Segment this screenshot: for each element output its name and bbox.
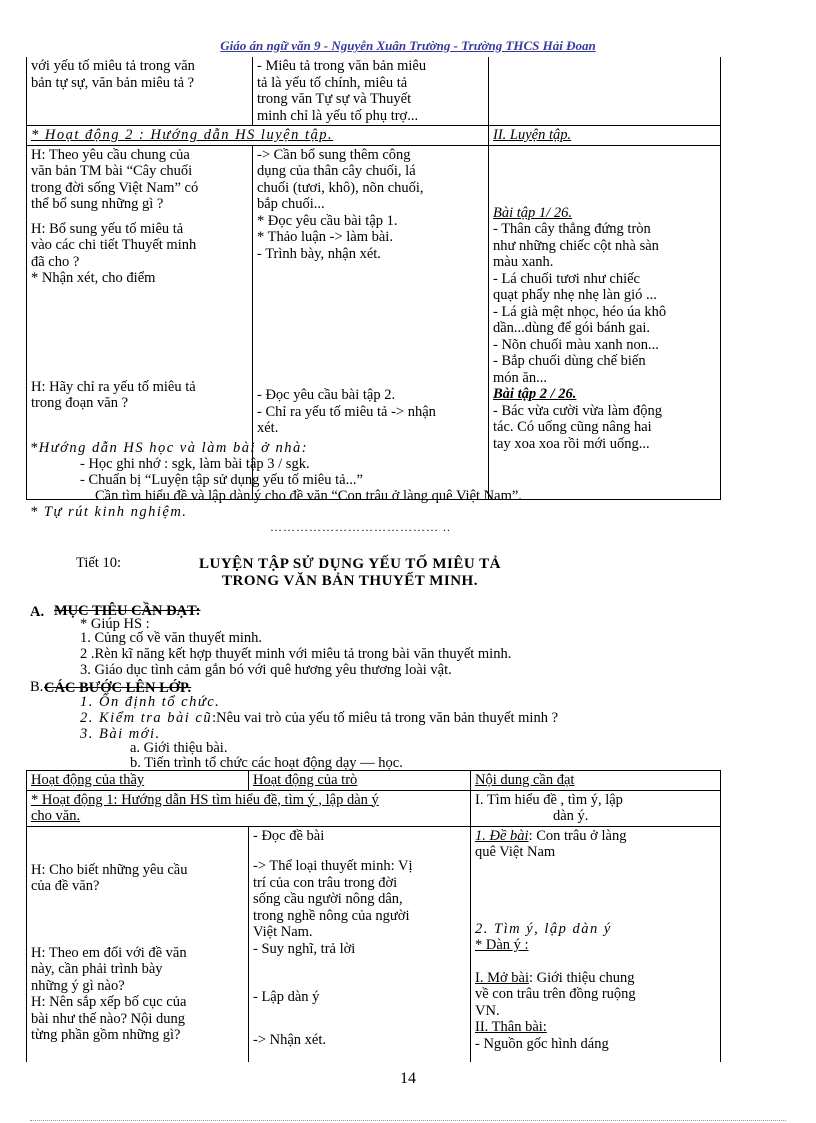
table-cell (489, 126, 721, 146)
footer-divider (30, 1120, 786, 1121)
lesson-table-2 (26, 770, 721, 1062)
exercise-title: Bài tập 2 / 26. (493, 386, 577, 402)
sub-step-item: a. Giới thiệu bài. (130, 740, 228, 756)
section-a-label: A. (30, 604, 45, 620)
experience-note: * Tự rút kinh nghiệm. (30, 504, 188, 520)
section-b-label: B. (30, 679, 44, 695)
table-cell: - Đọc đề bài -> Thể loại thuyết minh: Vị trí của con trâu trong đời sống cầu người nông dân, trong nghề nông của người Việt Nam. - Suy nghĩ, trả lời - Lập dàn ý -> Nhận xét. (249, 826, 471, 1062)
lesson-label: Tiết 10: (76, 555, 121, 571)
activity-heading: * Hoạt động 2 : Hướng dẫn HS luyện tập. (31, 127, 334, 143)
table-cell: H: Theo yêu cầu chung của văn bản TM bài “Cây chuối trong đời sống Việt Nam” có thể bổ sung những gì ? H: Bổ sung yếu tố miêu tả vào các chi tiết Thuyết minh đã cho ? * Nhận xét, cho điểm H: Hãy chỉ ra yếu tố miêu tả trong đoạn văn ? (27, 145, 253, 499)
section-a-heading: MỤC TIÊU CẦN ĐẠT: (54, 603, 201, 619)
table-cell: H: Cho biết những yêu cầu của đề văn? H: Theo em đối với đề văn này, cần phải trình bày những ý gì nào? H: Nên sắp xếp bố cục của bài như thế nào? Nội dung từng phần gồm những gì? (27, 826, 249, 1062)
table-cell: với yếu tố miêu tả trong văn bản tự sự, văn bản miêu tả ? (27, 57, 253, 126)
table-header-row (27, 771, 721, 791)
table-cell: Bài tập 1/ 26. - Thân cây thẳng đứng tròn như những chiếc cột nhà sàn màu xanh. - Lá chuối tươi như chiếc quạt phẩy nhẹ nhẹ làn gió ... - Lá già mệt nhọc, héo úa khô dần...dùng để gói bánh gai. - Nõn chuối màu xanh non... - Bắp chuối dùng chế biến món ăn... Bài tập 2 / 26. - Bác vừa cười vừa làm động tác. Có uống cũng nâng hai tay xoa xoa rồi mới uống... (489, 145, 721, 499)
page-header: Giáo án ngữ văn 9 - Nguyễn Xuân Trường - Trường THCS Hải Đoan (220, 38, 596, 53)
table-cell: -> Cần bổ sung thêm công dụng của thân cây chuối, lá chuối (tươi, khô), nõn chuối, bắp chuối... * Đọc yêu cầu bài tập 1. * Thảo luận -> làm bài. - Trình bày, nhận xét. - Đọc yêu cầu bài tập 2. - Chỉ ra yếu tố miêu tả -> nhận xét. (253, 145, 489, 499)
help-label: * Giúp HS : (80, 616, 150, 632)
homework-item: Cần tìm hiểu đề và lập dàn ý cho đề văn “Con trâu ở làng quê Việt Nam”. (95, 488, 522, 504)
column-header: Hoạt động của thầy (27, 771, 249, 791)
step-item: 3. Bài mới. (80, 726, 161, 742)
table-cell: I. Tìm hiểu đề , tìm ý, lập dàn ý. (471, 790, 721, 826)
section-heading: II. Luyện tập. (493, 127, 572, 143)
lesson-table-1 (26, 57, 721, 500)
objective-item: 1. Củng cố về văn thuyết minh. (80, 630, 263, 646)
sub-step-item: b. Tiến trình tổ chức các hoạt động dạy — học. (130, 755, 403, 771)
objective-item: 3. Giáo dục tình cảm gắn bó với quê hương yêu thương loài vật. (80, 662, 452, 678)
homework-item: - Học ghi nhớ : sgk, làm bài tập 3 / sgk. (80, 456, 310, 472)
page-number: 14 (400, 1070, 416, 1087)
separator: ………………………………… .. (270, 520, 451, 534)
table-row (27, 57, 721, 126)
column-header: Nội dung cần đạt (471, 771, 721, 791)
objective-item: 2 .Rèn kĩ năng kết hợp thuyết minh với miêu tả trong bài văn thuyết minh. (80, 646, 512, 662)
table-row (27, 126, 721, 146)
homework-title: *Hướng dẫn HS học và làm bài ở nhà: (30, 440, 309, 456)
table-cell (27, 126, 489, 146)
table-cell: - Miêu tả trong văn bản miêu tả là yếu tố chính, miêu tả trong văn Tự sự và Thuyết minh chỉ là yếu tố phụ trợ... (253, 57, 489, 126)
lesson-title: LUYỆN TẬP SỬ DỤNG YẾU TỐ MIÊU TẢ TRONG VĂN BẢN THUYẾT MINH. (198, 556, 502, 589)
table-cell: 1. Đề bài: Con trâu ở làng quê Việt Nam 2. Tìm ý, lập dàn ý * Dàn ý : I. Mở bài: Giới thiệu chung về con trâu trên đồng ruộng VN. II. Thân bài: - Nguồn gốc hình dáng (471, 826, 721, 1062)
activity-heading: * Hoạt động 1: Hướng dẫn HS tìm hiểu đề, tìm ý , lập dàn ý (31, 791, 379, 808)
table-row (27, 790, 721, 826)
step-item: 2. Kiểm tra bài cũ:Nêu vai trò của yếu tố miêu tả trong văn bản thuyết minh ? (80, 710, 559, 726)
table-row (27, 826, 721, 1062)
step-item: 1. Ổn định tổ chức. (80, 694, 221, 710)
exercise-title: Bài tập 1/ 26. (493, 204, 572, 221)
table-cell: * Hoạt động 1: Hướng dẫn HS tìm hiểu đề, tìm ý , lập dàn ý cho văn. (27, 790, 471, 826)
table-cell (489, 57, 721, 126)
section-b-heading: CÁC BƯỚC LÊN LỚP. (44, 680, 192, 696)
homework-item: - Chuẩn bị “Luyện tập sử dụng yếu tố miêu tả...” (80, 472, 363, 488)
column-header: Hoạt động của trò (249, 771, 471, 791)
